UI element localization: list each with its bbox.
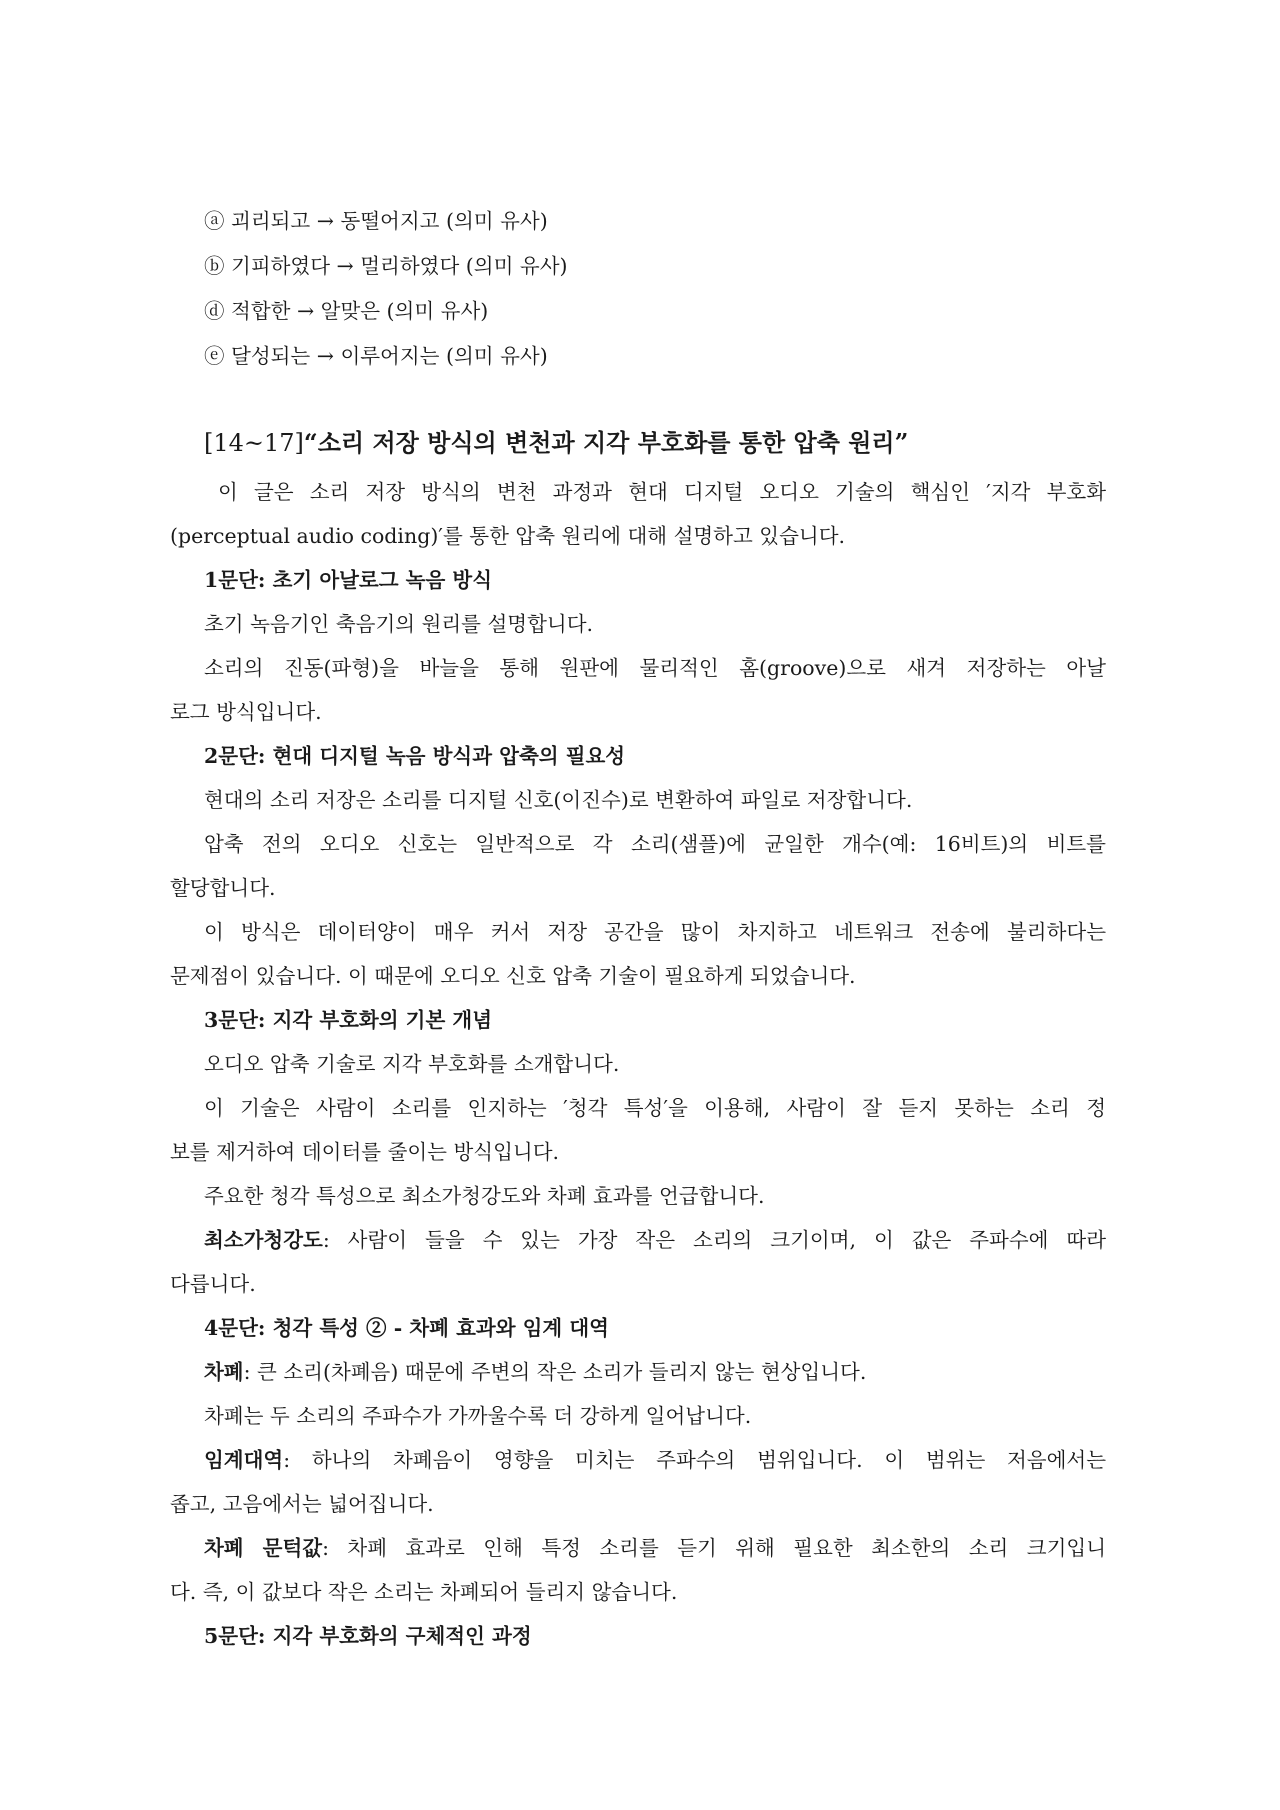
p2-line-3: 할당합니다. <box>170 876 276 900</box>
p1-line-1: 초기 녹음기인 축음기의 원리를 설명합니다. <box>204 612 594 636</box>
p4-heading: 4문단: 청각 특성 ② - 차폐 효과와 임계 대역 <box>204 1316 609 1340</box>
p2-line-2: 압축 전의 오디오 신호는 일반적으로 각 소리(샘플)에 균일한 개수(예: 16비트)의 비트를 <box>204 832 1106 856</box>
p3-line-3: 보를 제거하여 데이터를 줄이는 방식입니다. <box>170 1140 560 1164</box>
intro-line-2: (perceptual audio coding)′를 통한 압축 원리에 대해 설명하고 있습니다. <box>170 524 846 548</box>
p1-heading: 1문단: 초기 아날로그 녹음 방식 <box>204 568 493 592</box>
term-masking-desc: : 큰 소리(차폐음) 때문에 주변의 작은 소리가 들리지 않는 현상입니다. <box>243 1360 867 1384</box>
term-masking: 차폐 <box>204 1360 244 1384</box>
section-code: [14~17] <box>204 429 304 457</box>
p2-line-1: 현대의 소리 저장은 소리를 디지털 신호(이진수)로 변환하여 파일로 저장합니다. <box>204 788 913 812</box>
p3-term-min-audible <box>204 1226 1106 1254</box>
p3-line-4: 주요한 청각 특성으로 최소가청강도와 차폐 효과를 언급합니다. <box>204 1184 765 1208</box>
term-critical-band: 임계대역 <box>204 1448 284 1472</box>
term-min-audible: 최소가청강도 <box>204 1228 323 1252</box>
p5-heading: 5문단: 지각 부호화의 구체적인 과정 <box>204 1624 532 1648</box>
section-title-text: “소리 저장 방식의 변천과 지각 부호화를 통한 압축 원리” <box>303 428 909 457</box>
p3-term-cont: 다릅니다. <box>170 1272 256 1296</box>
p3-heading: 3문단: 지각 부호화의 기본 개념 <box>204 1008 493 1032</box>
term-threshold: 차폐 문턱값 <box>204 1536 323 1560</box>
answer-e: ⓔ 달성되는 → 이루어지는 (의미 유사) <box>204 344 548 368</box>
term-min-audible-desc: : 사람이 들을 수 있는 가장 작은 소리의 크기이며, 이 값은 주파수에 따라 <box>322 1228 1106 1252</box>
answer-a: ⓐ 괴리되고 → 동떨어지고 (의미 유사) <box>204 209 548 233</box>
p2-line-4: 이 방식은 데이터양이 매우 커서 저장 공간을 많이 차지하고 네트워크 전송에 불리하다는 <box>204 920 1106 944</box>
term-critical-band-desc: : 하나의 차폐음이 영향을 미치는 주파수의 범위입니다. 이 범위는 저음에서는 <box>283 1448 1106 1472</box>
p4-threshold-cont: 다. 즉, 이 값보다 작은 소리는 차폐되어 들리지 않습니다. <box>170 1580 678 1604</box>
p2-line-5: 문제점이 있습니다. 이 때문에 오디오 신호 압축 기술이 필요하게 되었습니다. <box>170 964 856 988</box>
answer-d: ⓓ 적합한 → 알맞은 (의미 유사) <box>204 299 489 323</box>
section-title <box>204 427 908 459</box>
answer-b: ⓑ 기피하였다 → 멀리하였다 (의미 유사) <box>204 254 568 278</box>
p4-masking-note: 차폐는 두 소리의 주파수가 가까울수록 더 강하게 일어납니다. <box>204 1404 752 1428</box>
p4-critical-band-cont: 좁고, 고음에서는 넓어집니다. <box>170 1492 434 1516</box>
p4-term-masking <box>204 1358 1106 1386</box>
p1-line-3: 로그 방식입니다. <box>170 700 322 724</box>
p4-term-critical-band <box>204 1446 1106 1474</box>
p3-line-1: 오디오 압축 기술로 지각 부호화를 소개합니다. <box>204 1052 620 1076</box>
p1-line-2: 소리의 진동(파형)을 바늘을 통해 원판에 물리적인 홈(groove)으로 새겨 저장하는 아날 <box>204 656 1106 680</box>
p3-line-2: 이 기술은 사람이 소리를 인지하는 ′청각 특성′을 이용해, 사람이 잘 듣지 못하는 소리 정 <box>204 1096 1106 1120</box>
p4-term-threshold <box>204 1534 1106 1562</box>
intro-line-1: 이 글은 소리 저장 방식의 변천 과정과 현대 디지털 오디오 기술의 핵심인 ′지각 부호화 <box>218 480 1106 504</box>
p2-heading: 2문단: 현대 디지털 녹음 방식과 압축의 필요성 <box>204 744 626 768</box>
term-threshold-desc: : 차폐 효과로 인해 특정 소리를 듣기 위해 필요한 최소한의 소리 크기입니 <box>322 1536 1106 1560</box>
